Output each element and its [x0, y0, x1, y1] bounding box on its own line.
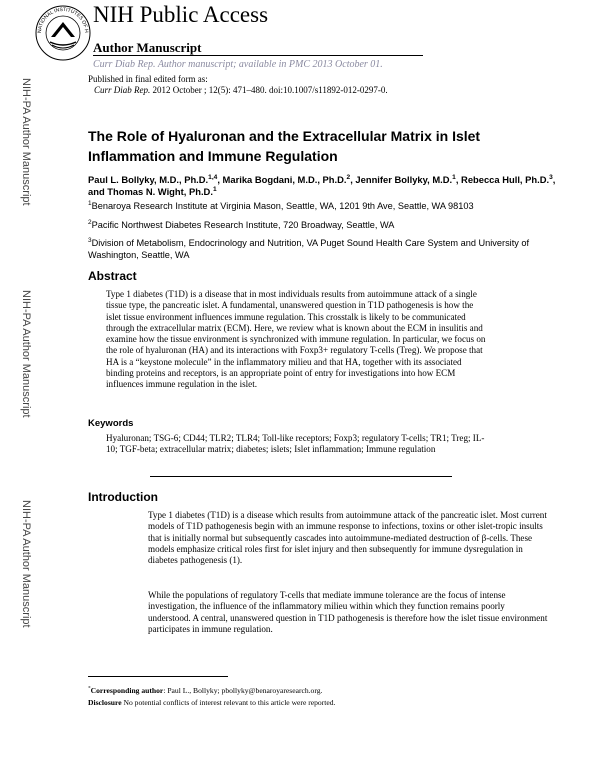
affiliation-text: Benaroya Research Institute at Virginia Mason, Seattle, WA, 1201 9th Ave, Seattle, WA 98103: [91, 201, 474, 211]
affiliation: [88, 237, 568, 261]
citation-journal: Curr Diab Rep.: [94, 85, 151, 95]
author-list: Paul L. Bollyky, M.D., Ph.D.$^{1,4}$, Marika Bogdani, M.D., Ph.D.$^2$, Jennifer Bollyky, M.D.$^1$, Rebecca Hull, Ph.D.$^3$, and Thomas N. Wight, Ph.D.$^1$: [88, 173, 556, 197]
keywords-text: Hyaluronan; TSG-6; CD44; TLR2; TLR4; Toll-like receptors; Foxp3; regulatory T-cells; TR1; Treg; IL-10; TGF-beta; extracellular matrix; diabetes; islets; Islet inflammation; Immune regulation: [106, 433, 485, 455]
corresponding-text: : Paul L., Bollyky; pbollyky@benaroyaresearch.org.: [163, 686, 323, 695]
author-sup: 1: [452, 173, 456, 181]
sidebar-label-3: NIH-PA Author Manuscript: [20, 500, 32, 628]
citation-line: [94, 85, 388, 95]
footnote-rule: [88, 676, 228, 677]
affiliation-sup: 1: [88, 199, 92, 207]
disclosure-text: No potential conflicts of interest relevant to this article were reported.: [121, 698, 336, 707]
abstract-heading: Abstract: [88, 269, 137, 283]
article-title: The Role of Hyaluronan and the Extracellular Matrix in Islet Inflammation and Immune Regulation: [88, 128, 481, 164]
published-label: Published in final edited form as:: [88, 74, 208, 84]
availability-text: Author manuscript; available in PMC 2013 October 01.: [157, 59, 383, 70]
affiliation-sup: 2: [88, 218, 92, 226]
affiliation-text: Pacific Northwest Diabetes Research Institute, 720 Broadway, Seattle, WA: [91, 220, 395, 230]
author-sup: 1,4: [208, 173, 218, 181]
author-sup: 2: [346, 173, 351, 181]
disclosure-label: Disclosure: [88, 698, 122, 707]
author-name: Jennifer Bollyky, M.D.: [355, 174, 453, 185]
author-manuscript-label: Author Manuscript: [93, 40, 202, 55]
corresponding-author-note: *Corresponding author: Paul L., Bollyky; pbollyky@benaroyaresearch.org.: [88, 685, 323, 695]
introduction-heading: Introduction: [88, 490, 158, 504]
disclosure-note: [88, 698, 335, 708]
logo-ring-text: NATIONAL INSTITUTES OF H: [36, 6, 90, 34]
section-divider: [150, 476, 452, 477]
author-name: Thomas N. Wight, Ph.D.: [107, 186, 213, 197]
affiliation-sup: 3: [88, 236, 92, 244]
affiliation: [88, 200, 568, 212]
header-rule: [93, 55, 423, 56]
nih-public-access-title: NIH Public Access: [93, 2, 269, 27]
sidebar-label-1: NIH-PA Author Manuscript: [20, 78, 32, 206]
author-name: Rebecca Hull, Ph.D.: [461, 174, 550, 185]
keywords-heading: Keywords: [88, 418, 134, 429]
author-name: Paul L. Bollyky, M.D., Ph.D.: [88, 174, 209, 185]
affiliation-text: Division of Metabolism, Endocrinology and Nutrition, VA Puget Sound Health Care System and University of Washington, Seattle, WA: [88, 238, 530, 260]
citation-details: 2012 October ; 12(5): 471–480. doi:10.1007/s11892-012-0297-0.: [152, 85, 388, 95]
intro-paragraph-1: Type 1 diabetes (T1D) is a disease which results from autoimmune attack of the pancreatic islet. Most current models of T1D pathogenesis begin with an immune response to infections, toxins or other islet-tropic insults that is initially normal but subsequently cascades into autoimmune-mediated destruction of β-cells. These models emphasize critical roles first for islet injury and then subsequently for immune dysregulation in diabetes pathogenesis (1).: [148, 510, 547, 566]
author-name: Marika Bogdani, M.D., Ph.D.: [222, 174, 347, 185]
affiliation: [88, 219, 568, 231]
sidebar-label-2: NIH-PA Author Manuscript: [20, 290, 32, 418]
corresponding-label: Corresponding author: [90, 686, 164, 695]
author-sup: 1: [212, 185, 217, 193]
nih-logo: [34, 4, 92, 62]
abstract-text: Type 1 diabetes (T1D) is a disease that in most individuals results from autoimmune attack of a single tissue type, the pancreatic islet. A fundamental, unanswered question in T1D pathogenesis is how the islet tissue environment influences immune regulation. This crosstalk is likely to be communicated through the extracellular matrix (ECM). Here, we review what is known about the ECM in insulitis and examine how the tissue environment is synchronized with immune regulation. In particular, we focus on the role of hyaluronan (HA) and its interactions with Foxp3+ regulatory T-cells (Treg). We propose that HA is a “keystone molecule” in the inflammatory milieu and that HA, together with its associated binding proteins and receptors, is an appropriate point of entry for investigations into how ECM influences immune regulation in the islet.: [106, 289, 486, 390]
journal-abbrev: Curr Diab Rep.: [93, 59, 156, 70]
intro-paragraph-2: While the populations of regulatory T-cells that mediate immune tolerance are the focus of intense investigation, the influence of the inflammatory milieu within which they function remains poorly understood. A central, unanswered question in T1D pathogenesis is therefore how the islet tissue environment participates in immune regulation.: [148, 590, 548, 634]
availability-line: [93, 59, 383, 70]
author-sup: 3: [549, 173, 553, 181]
